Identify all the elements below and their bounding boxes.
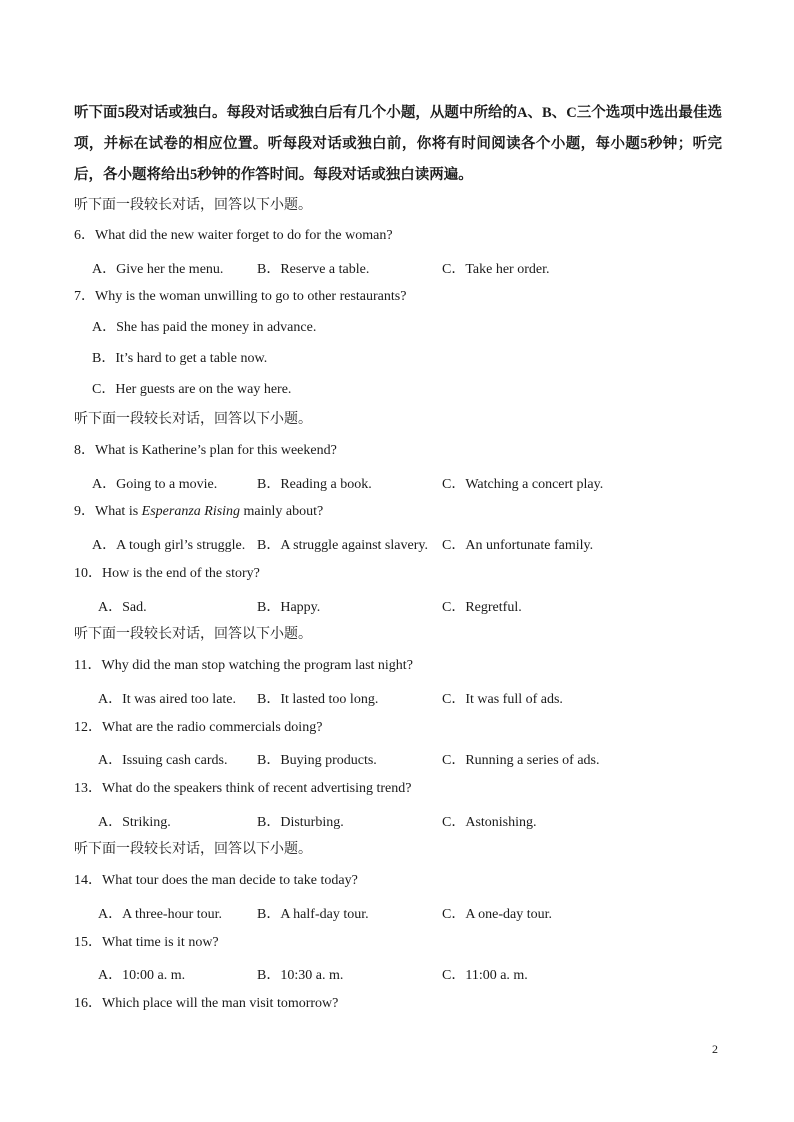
section-instructions: 听下面5段对话或独白。每段对话或独白后有几个小题，从题中所给的A、B、C三个选项中选出最佳选项，并标在试卷的相应位置。听每段对话或独白前，你将有时间阅读各个小题，每小题5秒钟；听完后，各小题将给出5秒钟的作答时间。每段对话或独白读两遍。 — [74, 105, 722, 183]
question-13-options — [92, 811, 712, 829]
option-a: A．A three-hour tour. — [98, 907, 223, 922]
option-b: B．A half-day tour. — [257, 907, 369, 922]
option-b: B．Reserve a table. — [257, 262, 370, 277]
question-8-options — [92, 473, 712, 491]
option-b: B．Buying products. — [257, 753, 377, 768]
option-a: A．10:00 a. m. — [98, 968, 186, 983]
option-a: A．Striking. — [98, 815, 171, 830]
option-a: A．She has paid the money in advance. — [92, 320, 317, 335]
question-11-options — [92, 688, 712, 706]
question-9-suffix: mainly about? — [240, 504, 324, 519]
option-c: C．An unfortunate family. — [442, 538, 594, 553]
option-a: A．Issuing cash cards. — [98, 753, 228, 768]
option-b: B．Reading a book. — [257, 477, 372, 492]
question-10-options — [92, 596, 712, 614]
question-6-options — [92, 258, 712, 276]
option-c: C．Take her order. — [442, 262, 550, 277]
option-c: C．A one-day tour. — [442, 907, 553, 922]
option-c: C．Her guests are on the way here. — [92, 382, 292, 397]
option-c: C．Watching a concert play. — [442, 477, 604, 492]
option-a: A．Give her the menu. — [92, 262, 224, 277]
question-16: 16．Which place will the man visit tomorrow? — [74, 996, 339, 1011]
dialogue-note: 听下面一段较长对话，回答以下小题。 — [74, 627, 312, 642]
question-6: 6．What did the new waiter forget to do for the woman? — [74, 228, 393, 243]
dialogue-note: 听下面一段较长对话，回答以下小题。 — [74, 198, 312, 213]
question-13: 13．What do the speakers think of recent advertising trend? — [74, 781, 412, 796]
question-15-options — [92, 964, 712, 982]
option-b: B．Happy. — [257, 600, 321, 615]
book-title: Esperanza Rising — [141, 504, 241, 519]
question-9 — [74, 503, 323, 521]
option-a: A．Going to a movie. — [92, 477, 218, 492]
dialogue-note: 听下面一段较长对话，回答以下小题。 — [74, 842, 312, 857]
option-b: B．It lasted too long. — [257, 692, 379, 707]
option-b: B．10:30 a. m. — [257, 968, 344, 983]
question-12-options — [92, 749, 712, 767]
option-c: C．11:00 a. m. — [442, 968, 528, 983]
option-b: B．It’s hard to get a table now. — [92, 351, 268, 366]
option-b: B．A struggle against slavery. — [257, 538, 428, 553]
option-a: A．A tough girl’s struggle. — [92, 538, 246, 553]
question-15: 15．What time is it now? — [74, 935, 219, 950]
option-c: C．It was full of ads. — [442, 692, 563, 707]
question-8: 8．What is Katherine’s plan for this weekend? — [74, 443, 337, 458]
option-a: A．Sad. — [98, 600, 147, 615]
option-c: C．Astonishing. — [442, 815, 537, 830]
option-c: C．Running a series of ads. — [442, 753, 600, 768]
question-11: 11．Why did the man stop watching the program last night? — [74, 658, 413, 673]
question-10: 10．How is the end of the story? — [74, 566, 260, 581]
question-9-options — [92, 534, 712, 552]
question-12: 12．What are the radio commercials doing? — [74, 720, 323, 735]
option-c: C．Regretful. — [442, 600, 522, 615]
option-b: B．Disturbing. — [257, 815, 344, 830]
option-a: A．It was aired too late. — [98, 692, 237, 707]
question-14: 14．What tour does the man decide to take today? — [74, 873, 358, 888]
question-7: 7．Why is the woman unwilling to go to other restaurants? — [74, 289, 407, 304]
question-14-options — [92, 903, 712, 921]
question-9-prefix: 9．What is — [74, 504, 142, 519]
dialogue-note: 听下面一段较长对话，回答以下小题。 — [74, 412, 312, 427]
page-number: 2 — [712, 1042, 718, 1056]
